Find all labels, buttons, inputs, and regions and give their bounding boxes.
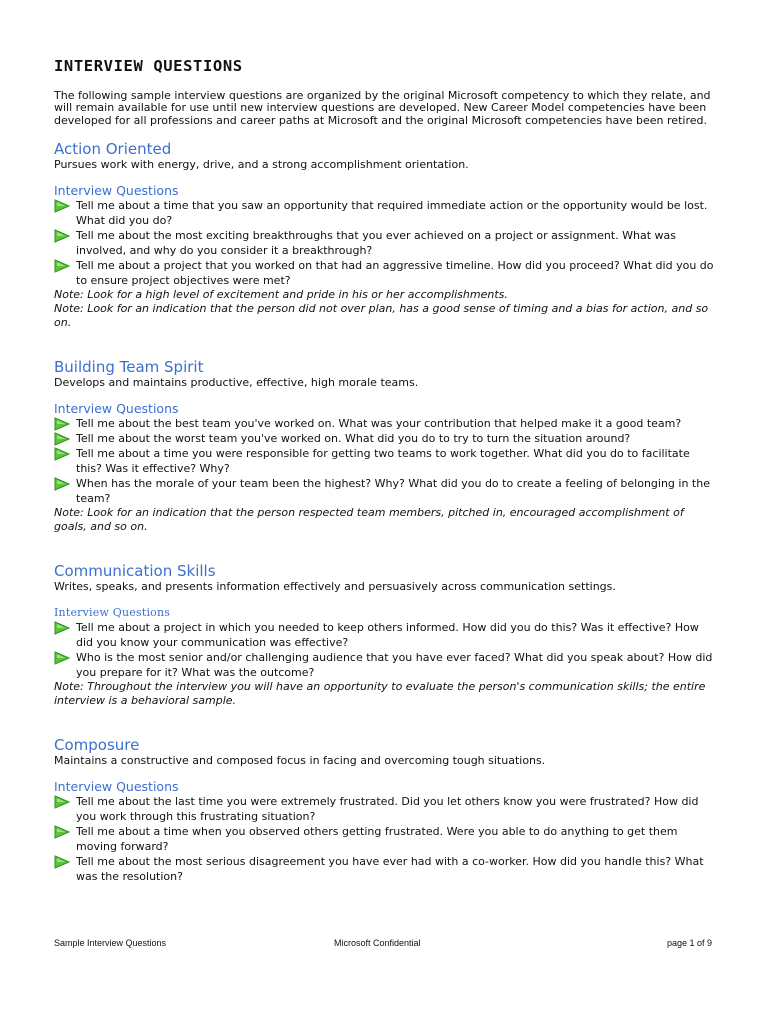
green-play-arrow-icon (54, 417, 71, 431)
question-item (54, 650, 718, 680)
page-footer (54, 937, 712, 949)
question-item (54, 620, 718, 650)
competency-description: Pursues work with energy, drive, and a strong accomplishment orientation. (54, 158, 469, 172)
question-text: Tell me about the last time you were extremely frustrated. Did you let others know you were frustrated? How did you work through this frustrating situation? (76, 795, 699, 824)
question-text: Tell me about the worst team you've worked on. What did you do to try to turn the situation around? (76, 432, 631, 446)
green-play-arrow-icon (54, 621, 71, 635)
question-item (54, 198, 718, 228)
sections-container (54, 140, 718, 884)
competency-description: Develops and maintains productive, effective, high morale teams. (54, 376, 419, 390)
green-play-arrow-icon (54, 229, 71, 243)
interview-questions-heading: Interview Questions (54, 183, 179, 199)
question-item (54, 258, 718, 288)
footer-document-name: Sample Interview Questions (54, 938, 167, 948)
question-item (54, 824, 718, 854)
green-play-arrow-icon (54, 199, 71, 213)
interview-questions-heading: Interview Questions (54, 606, 171, 620)
competency-title: Composure (54, 736, 140, 755)
document-page (54, 56, 718, 884)
green-play-arrow-icon (54, 855, 71, 869)
question-text: Tell me about a time that you saw an opportunity that required immediate action or the opportunity would be lost. What did you do? (76, 199, 708, 228)
question-item (54, 476, 718, 506)
green-play-arrow-icon (54, 259, 71, 273)
competency-section (54, 358, 718, 534)
footer-page-number: page 1 of 9 (666, 938, 712, 948)
footer-confidentiality: Microsoft Confidential (334, 938, 421, 948)
question-text: Tell me about the most exciting breakthroughs that you ever achieved on a project or assignment. What was involved, and why do you consider it a breakthrough? (76, 229, 677, 258)
question-text: Tell me about the most serious disagreement you have ever had with a co-worker. How did you handle this? What was the resolution? (76, 855, 704, 884)
green-play-arrow-icon (54, 477, 71, 491)
question-item (54, 854, 718, 884)
interview-questions-heading: Interview Questions (54, 401, 179, 417)
green-play-arrow-icon (54, 651, 71, 665)
interviewer-note: Note: Look for a high level of excitement and pride in his or her accomplishments. (54, 288, 508, 302)
question-text: When has the morale of your team been the highest? Why? What did you do to create a feeling of belonging in the team? (76, 477, 710, 506)
interviewer-note: Note: Throughout the interview you will have an opportunity to evaluate the person's communication skills; the entire interview is a behavioral sample. (54, 680, 706, 708)
competency-title: Communication Skills (54, 562, 216, 581)
competency-section (54, 736, 718, 884)
question-text: Tell me about a project in which you needed to keep others informed. How did you do this? Was it effective? How did you know your communication was effective? (76, 621, 699, 650)
competency-section (54, 140, 718, 330)
question-text: Tell me about a time when you observed others getting frustrated. Were you able to do anything to get them moving forward? (76, 825, 678, 854)
green-play-arrow-icon (54, 825, 71, 839)
green-play-arrow-icon (54, 795, 71, 809)
question-item (54, 794, 718, 824)
competency-section (54, 562, 718, 708)
competency-description: Writes, speaks, and presents information effectively and persuasively across communication settings. (54, 580, 616, 594)
intro-paragraph: The following sample interview questions are organized by the original Microsoft competency to which they relate, and will remain available for use until new interview questions are developed. New Career Model competencies have been developed for all professions and career paths at Microsoft and the original Microsoft competencies have been retired. (54, 89, 711, 127)
competency-title: Action Oriented (54, 140, 172, 159)
competency-title: Building Team Spirit (54, 358, 204, 377)
interview-questions-heading: Interview Questions (54, 779, 179, 795)
question-text: Tell me about a time you were responsible for getting two teams to work together. What did you do to facilitate this? Was it effective? Why? (76, 447, 690, 476)
question-item (54, 431, 718, 446)
interviewer-note: Note: Look for an indication that the person did not over plan, has a good sense of timing and a bias for action, and so on. (54, 302, 709, 330)
document-title: INTERVIEW QUESTIONS (54, 57, 243, 75)
question-item (54, 228, 718, 258)
question-item (54, 416, 718, 431)
question-text: Tell me about a project that you worked on that had an aggressive timeline. How did you proceed? What did you do to ensure project objectives were met? (76, 259, 714, 288)
question-text: Who is the most senior and/or challenging audience that you have ever faced? What did you speak about? How did you prepare for it? What was the outcome? (76, 651, 713, 680)
interviewer-note: Note: Look for an indication that the person respected team members, pitched in, encouraged accomplishment of goals, and so on. (54, 506, 684, 534)
question-text: Tell me about the best team you've worked on. What was your contribution that helped make it a good team? (76, 417, 682, 431)
question-item (54, 446, 718, 476)
green-play-arrow-icon (54, 432, 71, 446)
competency-description: Maintains a constructive and composed focus in facing and overcoming tough situations. (54, 754, 546, 768)
green-play-arrow-icon (54, 447, 71, 461)
